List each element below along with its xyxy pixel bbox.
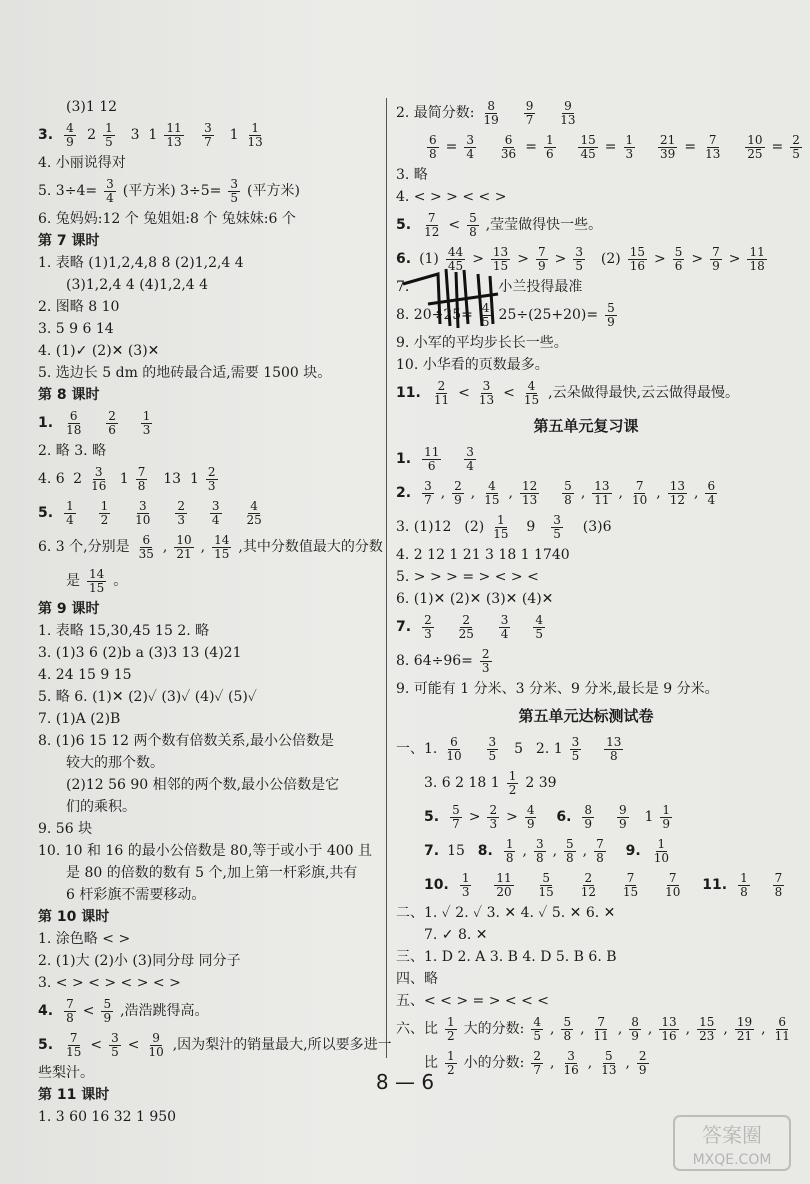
fraction: $\frac{7}{8}$ xyxy=(66,996,74,1025)
text: 5. 3÷4= xyxy=(38,183,98,199)
answer-line: 3. (1)12 (2) $\frac{1}{15}$ 9 $\frac{3}{5}$ (3)6 xyxy=(396,512,612,541)
answer-line: 5. $\frac{7}{15}$ < $\frac{3}{5}$ < $\frac{9}{10}$ ,因为梨汁的销量最大,所以要多进一 xyxy=(38,1030,392,1059)
answer-line xyxy=(38,642,378,664)
answer-line xyxy=(38,208,378,230)
answer-line xyxy=(38,1106,378,1128)
text: 六、比 xyxy=(396,1021,438,1037)
text: 是 xyxy=(66,573,80,589)
answer-line xyxy=(396,968,776,990)
text: 5. 选边长 5 dm 的地砖最合适,需要 1500 块。 xyxy=(38,365,332,381)
page-number: 8 — 6 xyxy=(375,1070,435,1094)
text: 5. 略 6. (1)✕ (2)✓ (3)✓ (4)✓ (5)✓ xyxy=(38,689,257,705)
text: ,其中分数值最大的分数 xyxy=(238,539,383,555)
answer-line xyxy=(38,96,378,118)
answer-line: 5. $\frac{7}{12}$ < $\frac{5}{8}$ ,莹莹做得快一些。 xyxy=(396,210,603,239)
watermark-logo xyxy=(672,1114,792,1172)
fraction: $\frac{1}{5}$ xyxy=(105,120,113,149)
text: (3)6 xyxy=(582,519,612,535)
answer-line: 6. (1) $\frac{44}{45}$ > $\frac{13}{15}$ > $\frac{7}{9}$ > $\frac{3}{5}$ (2) $\frac{15}{16}$ > $\frac{5}{6}$ > $\frac{7}{9}$ > $\frac{11}{18}$ xyxy=(396,244,765,273)
text: ,因为梨汁的销量最大,所以要多进一 xyxy=(172,1037,392,1053)
answer-line: 比 $\frac{1}{2}$ 小的分数: $\frac{2}{7}$ , $\frac{3}{16}$ , $\frac{5}{13}$ , $\frac{2}{9}$ xyxy=(424,1048,647,1077)
fraction: $\frac{4}{25}$ xyxy=(246,498,262,527)
text: 三、1. D 2. A 3. B 4. D 5. B 6. B xyxy=(396,949,617,965)
answer-line xyxy=(396,96,776,130)
answer-line xyxy=(38,708,378,730)
answer-line: 6. 3 个,分别是 $\frac{6}{35}$ , $\frac{10}{21}$ , $\frac{14}{15}$ ,其中分数值最大的分数 xyxy=(38,532,383,561)
answer-line xyxy=(38,862,378,884)
text: 小的分数: xyxy=(463,1055,525,1071)
text: 8. (1)6 15 12 两个数有倍数关系,最小公倍数是 xyxy=(38,733,334,749)
text: 3. 6 2 18 1 xyxy=(424,775,500,791)
fraction: $\frac{5}{9}$ xyxy=(103,996,112,1025)
column-divider xyxy=(386,98,387,1058)
text: 9. 小军的平均步长长一些。 xyxy=(396,335,568,351)
text: ,云朵做得最快,云云做得最慢。 xyxy=(548,385,740,401)
text: 是 80 的倍数的数有 5 个,加上第一杆彩旗,共有 xyxy=(66,865,358,881)
answer-line xyxy=(38,950,378,972)
text: 8. 64÷96= xyxy=(396,653,473,669)
answer-line: 3. 6 2 18 1 $\frac{1}{2}$ 2 39 xyxy=(424,768,557,797)
section-heading: 第 8 课时 xyxy=(38,387,100,403)
text: 一、1. xyxy=(396,741,438,757)
text: 7. ✓ 8. ✕ xyxy=(424,927,488,943)
fraction: $\frac{9}{10}$ xyxy=(148,1030,164,1059)
answer-line xyxy=(396,186,776,208)
fraction: $\frac{1}{2}$ xyxy=(100,498,109,527)
fraction: $\frac{8}{19}$ xyxy=(483,98,499,127)
fraction: $\frac{1}{3}$ xyxy=(142,408,151,437)
answer-line xyxy=(38,664,378,686)
answer-line xyxy=(396,902,776,924)
text: 9. 56 块 xyxy=(38,821,93,837)
answer-line xyxy=(38,318,378,340)
fraction: $\frac{2}{3}$ xyxy=(207,464,216,493)
text: 9. 可能有 1 分米、3 分米、9 分米,最长是 9 分米。 xyxy=(396,681,719,697)
section-heading: 第五单元复习课 xyxy=(533,417,639,435)
answer-line xyxy=(38,174,378,208)
svg-text:MXQE.COM: MXQE.COM xyxy=(692,1152,772,1168)
answer-line xyxy=(396,276,776,298)
text: (平方米) 3÷5= xyxy=(122,183,222,199)
section-heading: 第 11 课时 xyxy=(38,1087,110,1103)
answer-line xyxy=(38,362,378,384)
answer-line xyxy=(38,496,378,530)
fraction: $\frac{3}{5}$ xyxy=(111,1030,119,1059)
answer-line: 5. $\frac{5}{7}$ > $\frac{2}{3}$ > $\frac{4}{9}$ 6. $\frac{8}{9}$ $\frac{9}{9}$ 1 $\frac{1}{9}$ xyxy=(424,802,671,831)
text: 7. 小兰投得最准 xyxy=(396,279,583,295)
answer-line: 3. $\frac{4}{9}$ 2 $\frac{1}{5}$ 3 1 $\frac{11}{13}$ $\frac{3}{7}$ 1 $\frac{1}{13}$ xyxy=(38,120,263,149)
fraction: $\frac{6}{18}$ xyxy=(66,408,82,437)
answer-line xyxy=(396,924,776,946)
answer-line: 8. 64÷96= $\frac{2}{3}$ xyxy=(396,646,490,675)
answer-line xyxy=(38,296,378,318)
fraction: $\frac{2}{6}$ xyxy=(108,408,116,437)
section-heading: 第 9 课时 xyxy=(38,601,100,617)
answer-line: 7. $\frac{2}{3}$ $\frac{2}{25}$ $\frac{3}{4}$ $\frac{4}{5}$ xyxy=(396,612,543,641)
text: ,浩浩跳得高。 xyxy=(120,1003,209,1019)
text: 3. 5 9 6 14 xyxy=(38,321,114,337)
text: 8. 20÷25= xyxy=(396,307,473,323)
text: 较大的那个数。 xyxy=(66,755,164,771)
item-number: 5. xyxy=(38,505,54,521)
text: 们的乘积。 xyxy=(66,799,136,815)
answer-line xyxy=(396,354,776,376)
fraction: $\frac{3}{16}$ xyxy=(91,464,107,493)
answer-line xyxy=(38,340,378,362)
text: 四、略 xyxy=(396,971,438,987)
text: (2)12 56 90 相邻的两个数,最小公倍数是它 xyxy=(66,777,340,793)
text: 2. (1)大 (2)小 (3)同分母 同分子 xyxy=(38,953,241,969)
text: 4. 6 xyxy=(38,471,65,487)
text: 1. 表略 (1)1,2,4,8 8 (2)1,2,4 4 xyxy=(38,255,244,271)
text: ,莹莹做得快一些。 xyxy=(485,217,603,233)
answer-line xyxy=(38,928,378,950)
text: 4. 24 15 9 15 xyxy=(38,667,132,683)
text: (3)1,2,4 4 (4)1,2,4 4 xyxy=(66,277,209,293)
answer-line xyxy=(38,730,378,752)
fraction: $\frac{1}{4}$ xyxy=(66,498,74,527)
answer-line xyxy=(38,818,378,840)
answer-line: 8. 20÷25= $\frac{4}{5}$ 25÷(25+20)= $\frac{5}{9}$ xyxy=(396,300,615,329)
text: 4. 小丽说得对 xyxy=(38,155,126,171)
answer-line xyxy=(38,752,378,774)
answer-line xyxy=(396,588,776,610)
answer-line xyxy=(38,620,378,642)
fraction: $\frac{1}{13}$ xyxy=(247,120,263,149)
answer-line xyxy=(38,152,378,174)
text: (3)1 12 xyxy=(66,99,118,115)
item-number: 3. xyxy=(38,127,54,143)
fraction: $\frac{3}{7}$ xyxy=(204,120,212,149)
text: 10. 10 和 16 的最小公倍数是 80,等于或小于 400 且 xyxy=(38,843,373,859)
answer-line xyxy=(38,884,378,906)
text: 2 39 xyxy=(525,775,557,791)
right-column xyxy=(396,96,800,1080)
fraction: $\frac{3}{4}$ xyxy=(211,498,220,527)
answer-line xyxy=(38,840,378,862)
fraction: $\frac{3}{5}$ xyxy=(230,176,239,205)
answer-line xyxy=(396,678,776,700)
answer-line: $\frac{6}{8}$ = $\frac{3}{4}$ $\frac{6}{36}$ = $\frac{1}{6}$ $\frac{15}{45}$ = $\frac{1}{3}$ $\frac{21}{39}$ = $\frac{7}{13}$ $\frac{10}{25}$ = $\frac{2}{5}$ xyxy=(429,132,800,161)
answer-line xyxy=(38,972,378,994)
answer-line: 10. $\frac{1}{3}$ $\frac{11}{20}$ $\frac{5}{15}$ $\frac{2}{12}$ $\frac{7}{15}$ $\frac{7}{10}$ 11. $\frac{1}{8}$ $\frac{7}{8}$ xyxy=(424,870,783,899)
text: 1. 表略 15,30,45 15 2. 略 xyxy=(38,623,210,639)
answer-line xyxy=(396,544,776,566)
answer-line xyxy=(38,796,378,818)
fraction: $\frac{4}{9}$ xyxy=(66,120,74,149)
answer-line xyxy=(396,566,776,588)
text: 2. 略 3. 略 xyxy=(38,443,107,459)
text: 25÷(25+20)= xyxy=(498,307,599,323)
text: 6 杆彩旗不需要移动。 xyxy=(66,887,206,903)
text: 2. 最简分数: xyxy=(396,105,475,121)
text: 二、1. ✓ 2. ✓ 3. ✕ 4. ✓ 5. ✕ 6. ✕ xyxy=(396,905,616,921)
fraction: $\frac{11}{13}$ xyxy=(166,120,182,149)
text: 10. 小华看的页数最多。 xyxy=(396,357,549,373)
text: 2. 图略 8 10 xyxy=(38,299,120,315)
text: 3. (1)3 6 (2)b a (3)3 13 (4)21 xyxy=(38,645,242,661)
text: 1. 涂色略 < > xyxy=(38,931,131,947)
text: 6. 兔妈妈:12 个 兔姐姐:8 个 兔妹妹:6 个 xyxy=(38,211,296,227)
text: 五、< < > = > < < < xyxy=(396,993,549,1009)
text: 4. 2 12 1 21 3 18 1 1740 xyxy=(396,547,570,563)
fraction: $\frac{7}{8}$ xyxy=(137,464,146,493)
answer-line: 1. $\frac{6}{18}$ $\frac{2}{6}$ $\frac{1}{3}$ xyxy=(38,408,151,437)
text: 4. (1)✓ (2)✕ (3)✕ xyxy=(38,343,160,359)
answer-line xyxy=(38,252,378,274)
text: 比 xyxy=(424,1055,438,1071)
fraction: $\frac{3}{4}$ xyxy=(106,176,114,205)
answer-line xyxy=(396,946,776,968)
answer-line: 4. 6 2 $\frac{3}{16}$ 1 $\frac{7}{8}$ 13 1 $\frac{2}{3}$ xyxy=(38,464,216,493)
left-column xyxy=(38,96,392,1128)
text: 3. (1)12 xyxy=(396,519,452,535)
section-heading: 第 7 课时 xyxy=(38,233,100,249)
answer-line xyxy=(38,686,378,708)
section-heading: 第 10 课时 xyxy=(38,909,110,925)
text: (平方米) xyxy=(247,183,300,199)
answer-line xyxy=(396,332,776,354)
text: 1. 3 60 16 32 1 950 xyxy=(38,1109,177,1125)
answer-line xyxy=(396,990,776,1012)
text: 些梨汁。 xyxy=(38,1065,94,1081)
answer-line: 一、1. $\frac{6}{10}$ $\frac{3}{5}$ 5 2. 1 $\frac{3}{5}$ $\frac{13}{8}$ xyxy=(396,734,622,763)
answer-line: 7. 15 8. $\frac{1}{8}$ , $\frac{3}{8}$ , $\frac{5}{8}$ , $\frac{7}{8}$ 9. $\frac{1}{10}$ xyxy=(424,836,670,865)
fraction: $\frac{2}{3}$ xyxy=(177,498,185,527)
answer-line: 11. $\frac{2}{11}$ < $\frac{3}{13}$ < $\frac{4}{15}$ ,云朵做得最快,云云做得最慢。 xyxy=(396,378,740,407)
text: 7. (1)A (2)B xyxy=(38,711,121,727)
text: 6. 3 个,分别是 xyxy=(38,539,130,555)
fraction: $\frac{10}{21}$ xyxy=(176,532,192,561)
answer-line xyxy=(38,440,378,462)
answer-line xyxy=(38,274,378,296)
fraction: $\frac{7}{15}$ xyxy=(66,1030,82,1059)
text: 大的分数: xyxy=(463,1021,525,1037)
fraction: $\frac{9}{13}$ xyxy=(560,98,576,127)
answer-line xyxy=(38,774,378,796)
answer-line: 1. $\frac{11}{6}$ $\frac{3}{4}$ xyxy=(396,444,474,473)
fraction: $\frac{6}{35}$ xyxy=(138,532,154,561)
fraction: $\frac{3}{10}$ xyxy=(135,498,151,527)
section-heading: 第五单元达标测试卷 xyxy=(518,707,654,725)
answer-line xyxy=(396,164,776,186)
text: 6. (1)✕ (2)✕ (3)✕ (4)✕ xyxy=(396,591,554,607)
text: 5. > > > = > < > < xyxy=(396,569,539,585)
answer-line: 是 $\frac{14}{15}$ 。 xyxy=(38,564,378,598)
fraction: $\frac{14}{15}$ xyxy=(89,566,105,595)
text: 4. < > > < < > xyxy=(396,189,507,205)
text: 3. 略 xyxy=(396,167,428,183)
answer-line: 六、比 $\frac{1}{2}$ 大的分数: $\frac{4}{5}$ , $\frac{5}{8}$ , $\frac{7}{11}$ , $\frac{8}{9}$ , $\frac{13}{16}$ , $\frac{15}{23}$ , $\frac{19}{21}$ , $\frac{6}{11}$ xyxy=(396,1014,790,1043)
text: 3. < > < > < > < > xyxy=(38,975,181,991)
fraction: $\frac{9}{7}$ xyxy=(525,98,534,127)
answer-line: 4. $\frac{7}{8}$ < $\frac{5}{9}$ ,浩浩跳得高。 xyxy=(38,996,209,1025)
fraction: $\frac{14}{15}$ xyxy=(214,532,230,561)
answer-line: 2. $\frac{3}{7}$ , $\frac{2}{9}$ , $\frac{4}{15}$ , $\frac{12}{13}$ $\frac{5}{8}$ , $\frac{13}{11}$ , $\frac{7}{10}$ , $\frac{13}{12}$ , $\frac{6}{4}$ xyxy=(396,478,716,507)
svg-text:答案圈: 答案圈 xyxy=(702,1123,762,1147)
